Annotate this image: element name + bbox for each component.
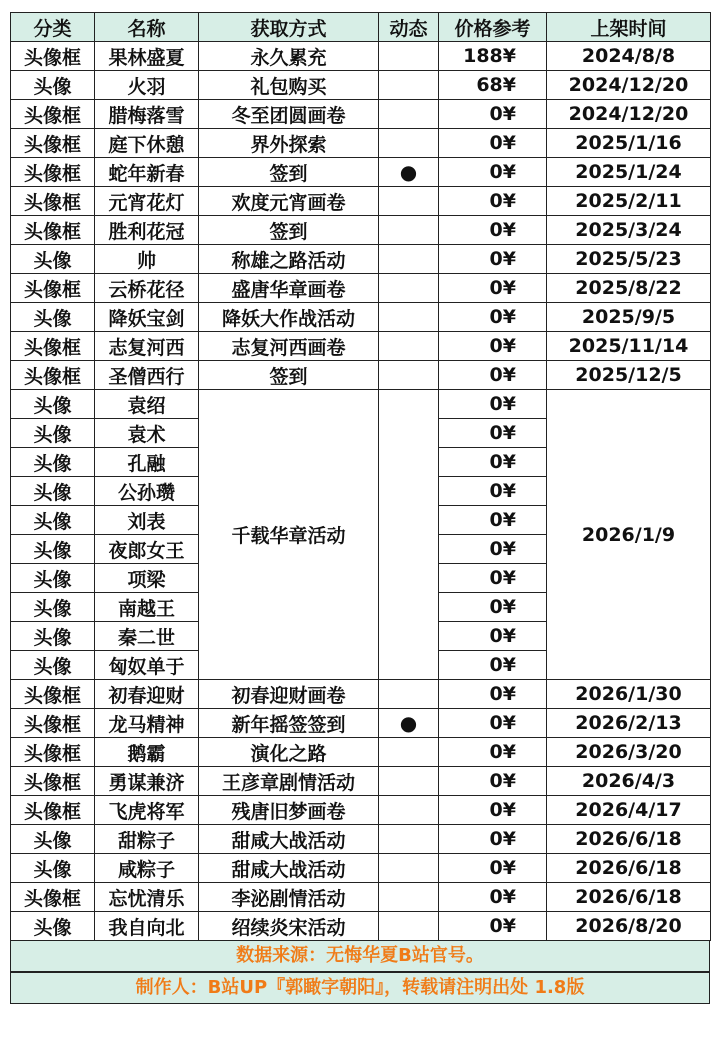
cell-name: 云桥花径 xyxy=(95,274,199,303)
cell-name: 袁绍 xyxy=(95,390,199,419)
cell-type: 头像框 xyxy=(11,42,95,71)
cell-date: 2026/6/18 xyxy=(547,883,711,912)
cell-date: 2024/12/20 xyxy=(547,71,711,100)
table-row xyxy=(11,854,711,883)
author-credit: 制作人：B站UP『郭瞰字朝阳』，转载请注明出处 1.8版 xyxy=(10,972,710,1004)
cell-method: 甜咸大战活动 xyxy=(199,825,379,854)
cell-name: 降妖宝剑 xyxy=(95,303,199,332)
cell-method: 演化之路 xyxy=(199,738,379,767)
table-row xyxy=(11,332,711,361)
table-row xyxy=(11,216,711,245)
cell-name: 夜郎女王 xyxy=(95,535,199,564)
cell-dynamic xyxy=(379,71,439,100)
cell-type: 头像 xyxy=(11,825,95,854)
cell-type: 头像框 xyxy=(11,680,95,709)
cell-type: 头像 xyxy=(11,564,95,593)
table-row xyxy=(11,680,711,709)
cell-dynamic xyxy=(379,129,439,158)
cell-price: 0¥ xyxy=(439,477,547,506)
cell-name: 帅 xyxy=(95,245,199,274)
cell-date: 2025/8/22 xyxy=(547,274,711,303)
cell-date: 2024/12/20 xyxy=(547,100,711,129)
cell-type: 头像框 xyxy=(11,216,95,245)
cell-date: 2026/6/18 xyxy=(547,854,711,883)
cell-type: 头像 xyxy=(11,854,95,883)
cell-name: 秦二世 xyxy=(95,622,199,651)
cell-price: 0¥ xyxy=(439,390,547,419)
cell-name: 鹅霸 xyxy=(95,738,199,767)
cell-type: 头像 xyxy=(11,651,95,680)
cell-dynamic: ● xyxy=(379,709,439,738)
cell-name: 圣僧西行 xyxy=(95,361,199,390)
cell-price: 0¥ xyxy=(439,158,547,187)
cell-dynamic: ● xyxy=(379,158,439,187)
cell-name: 龙马精神 xyxy=(95,709,199,738)
cell-name: 初春迎财 xyxy=(95,680,199,709)
cell-name: 甜粽子 xyxy=(95,825,199,854)
cell-method: 冬至团圆画卷 xyxy=(199,100,379,129)
cell-date: 2025/1/24 xyxy=(547,158,711,187)
cell-method: 永久累充 xyxy=(199,42,379,71)
cell-type: 头像框 xyxy=(11,187,95,216)
cell-method: 盛唐华章画卷 xyxy=(199,274,379,303)
cell-method: 残唐旧梦画卷 xyxy=(199,796,379,825)
cell-method: 界外探索 xyxy=(199,129,379,158)
data-source-note: 数据来源：无悔华夏B站官号。 xyxy=(10,941,710,972)
cell-name: 果林盛夏 xyxy=(95,42,199,71)
cell-name: 志复河西 xyxy=(95,332,199,361)
cell-name: 我自向北 xyxy=(95,912,199,941)
cell-dynamic xyxy=(379,738,439,767)
table-row xyxy=(11,187,711,216)
cell-method: 新年摇签签到 xyxy=(199,709,379,738)
cell-method-merged: 千载华章活动 xyxy=(199,390,379,680)
cell-dynamic xyxy=(379,216,439,245)
cell-dynamic xyxy=(379,680,439,709)
cell-price: 0¥ xyxy=(439,680,547,709)
cell-dynamic xyxy=(379,854,439,883)
cell-name: 庭下休憩 xyxy=(95,129,199,158)
cell-price: 0¥ xyxy=(439,332,547,361)
cell-price: 0¥ xyxy=(439,448,547,477)
cell-type: 头像框 xyxy=(11,332,95,361)
cell-price: 0¥ xyxy=(439,796,547,825)
cell-price: 0¥ xyxy=(439,216,547,245)
cell-price: 0¥ xyxy=(439,245,547,274)
cell-price: 0¥ xyxy=(439,506,547,535)
cell-name: 忘忧清乐 xyxy=(95,883,199,912)
cell-price: 0¥ xyxy=(439,100,547,129)
cell-date: 2026/4/3 xyxy=(547,767,711,796)
cell-dynamic xyxy=(379,187,439,216)
cell-price: 68¥ xyxy=(439,71,547,100)
cell-date: 2026/6/18 xyxy=(547,825,711,854)
cell-name: 公孙瓒 xyxy=(95,477,199,506)
table-row xyxy=(11,709,711,738)
cell-method: 降妖大作战活动 xyxy=(199,303,379,332)
cell-method: 绍续炎宋活动 xyxy=(199,912,379,941)
cell-dynamic xyxy=(379,883,439,912)
table-row xyxy=(11,100,711,129)
header-date: 上架时间 xyxy=(547,13,711,42)
cell-type: 头像 xyxy=(11,419,95,448)
cell-price: 0¥ xyxy=(439,622,547,651)
cell-price: 0¥ xyxy=(439,825,547,854)
cell-method: 初春迎财画卷 xyxy=(199,680,379,709)
cell-name: 飞虎将军 xyxy=(95,796,199,825)
cell-name: 元宵花灯 xyxy=(95,187,199,216)
table-row xyxy=(11,390,711,419)
table-row xyxy=(11,883,711,912)
cell-type: 头像 xyxy=(11,477,95,506)
cell-date: 2025/3/24 xyxy=(547,216,711,245)
table-row xyxy=(11,71,711,100)
cell-date: 2025/1/16 xyxy=(547,129,711,158)
cell-method: 志复河西画卷 xyxy=(199,332,379,361)
cell-date: 2025/9/5 xyxy=(547,303,711,332)
cell-type: 头像 xyxy=(11,912,95,941)
cell-dynamic xyxy=(379,825,439,854)
table-row xyxy=(11,825,711,854)
cell-date: 2025/2/11 xyxy=(547,187,711,216)
table-body xyxy=(11,42,711,941)
cell-type: 头像 xyxy=(11,622,95,651)
cell-type: 头像 xyxy=(11,71,95,100)
table-row xyxy=(11,738,711,767)
cell-price: 0¥ xyxy=(439,854,547,883)
table-row xyxy=(11,912,711,941)
cell-price: 0¥ xyxy=(439,274,547,303)
cell-type: 头像 xyxy=(11,535,95,564)
cell-date: 2026/2/13 xyxy=(547,709,711,738)
cell-type: 头像框 xyxy=(11,709,95,738)
cell-price: 0¥ xyxy=(439,129,547,158)
cell-type: 头像框 xyxy=(11,274,95,303)
cell-type: 头像 xyxy=(11,448,95,477)
table-row xyxy=(11,303,711,332)
cell-method: 称雄之路活动 xyxy=(199,245,379,274)
cell-price: 0¥ xyxy=(439,738,547,767)
cell-dynamic xyxy=(379,245,439,274)
cell-price: 0¥ xyxy=(439,651,547,680)
cell-date: 2026/8/20 xyxy=(547,912,711,941)
cell-date: 2026/1/30 xyxy=(547,680,711,709)
cell-type: 头像框 xyxy=(11,883,95,912)
cell-price: 0¥ xyxy=(439,767,547,796)
table-row xyxy=(11,767,711,796)
cell-dynamic xyxy=(379,767,439,796)
header-price: 价格参考 xyxy=(439,13,547,42)
cell-name: 刘表 xyxy=(95,506,199,535)
cell-price: 0¥ xyxy=(439,187,547,216)
table-row xyxy=(11,129,711,158)
cell-date: 2025/12/5 xyxy=(547,361,711,390)
cell-date: 2026/3/20 xyxy=(547,738,711,767)
cell-type: 头像框 xyxy=(11,129,95,158)
header-dynamic: 动态 xyxy=(379,13,439,42)
table-row xyxy=(11,158,711,187)
header-type: 分类 xyxy=(11,13,95,42)
cell-method: 签到 xyxy=(199,361,379,390)
cell-type: 头像框 xyxy=(11,796,95,825)
table-row xyxy=(11,42,711,71)
cell-dynamic xyxy=(379,42,439,71)
cell-name: 勇谋兼济 xyxy=(95,767,199,796)
cell-price: 0¥ xyxy=(439,709,547,738)
data-table xyxy=(10,12,711,941)
cell-price: 0¥ xyxy=(439,419,547,448)
table-row xyxy=(11,274,711,303)
cell-name: 匈奴单于 xyxy=(95,651,199,680)
cell-method: 王彦章剧情活动 xyxy=(199,767,379,796)
cell-type: 头像框 xyxy=(11,767,95,796)
cell-name: 火羽 xyxy=(95,71,199,100)
cell-dynamic xyxy=(379,912,439,941)
cell-price: 0¥ xyxy=(439,912,547,941)
cell-dynamic xyxy=(379,332,439,361)
cell-name: 咸粽子 xyxy=(95,854,199,883)
cell-date: 2025/11/14 xyxy=(547,332,711,361)
cell-type: 头像框 xyxy=(11,361,95,390)
cell-type: 头像框 xyxy=(11,738,95,767)
cell-type: 头像框 xyxy=(11,100,95,129)
cell-method: 签到 xyxy=(199,158,379,187)
cell-price: 0¥ xyxy=(439,361,547,390)
cell-name: 项梁 xyxy=(95,564,199,593)
cell-method: 礼包购买 xyxy=(199,71,379,100)
header-name: 名称 xyxy=(95,13,199,42)
cell-name: 南越王 xyxy=(95,593,199,622)
header-row xyxy=(11,13,711,42)
cell-type: 头像 xyxy=(11,593,95,622)
cell-name: 胜利花冠 xyxy=(95,216,199,245)
cell-dynamic xyxy=(379,100,439,129)
cell-price: 0¥ xyxy=(439,303,547,332)
cell-dynamic xyxy=(379,361,439,390)
cell-name: 腊梅落雪 xyxy=(95,100,199,129)
header-method: 获取方式 xyxy=(199,13,379,42)
cell-type: 头像 xyxy=(11,303,95,332)
table-row xyxy=(11,361,711,390)
cell-date: 2025/5/23 xyxy=(547,245,711,274)
cell-price: 0¥ xyxy=(439,593,547,622)
cell-price: 188¥ xyxy=(439,42,547,71)
cell-method: 李泌剧情活动 xyxy=(199,883,379,912)
cell-type: 头像 xyxy=(11,506,95,535)
cell-dynamic xyxy=(379,796,439,825)
cell-date: 2026/4/17 xyxy=(547,796,711,825)
cell-price: 0¥ xyxy=(439,535,547,564)
cell-type: 头像 xyxy=(11,390,95,419)
cell-name: 袁术 xyxy=(95,419,199,448)
cell-price: 0¥ xyxy=(439,883,547,912)
cell-price: 0¥ xyxy=(439,564,547,593)
cell-method: 欢度元宵画卷 xyxy=(199,187,379,216)
cell-date: 2024/8/8 xyxy=(547,42,711,71)
cell-type: 头像 xyxy=(11,245,95,274)
cell-dynamic xyxy=(379,303,439,332)
avatar-frame-table xyxy=(10,12,710,1040)
cell-date-merged: 2026/1/9 xyxy=(547,390,711,680)
cell-dynamic xyxy=(379,274,439,303)
cell-method: 甜咸大战活动 xyxy=(199,854,379,883)
cell-name: 蛇年新春 xyxy=(95,158,199,187)
table-row xyxy=(11,245,711,274)
cell-name: 孔融 xyxy=(95,448,199,477)
cell-type: 头像框 xyxy=(11,158,95,187)
cell-method: 签到 xyxy=(199,216,379,245)
cell-dynamic-merged xyxy=(379,390,439,680)
table-row xyxy=(11,796,711,825)
